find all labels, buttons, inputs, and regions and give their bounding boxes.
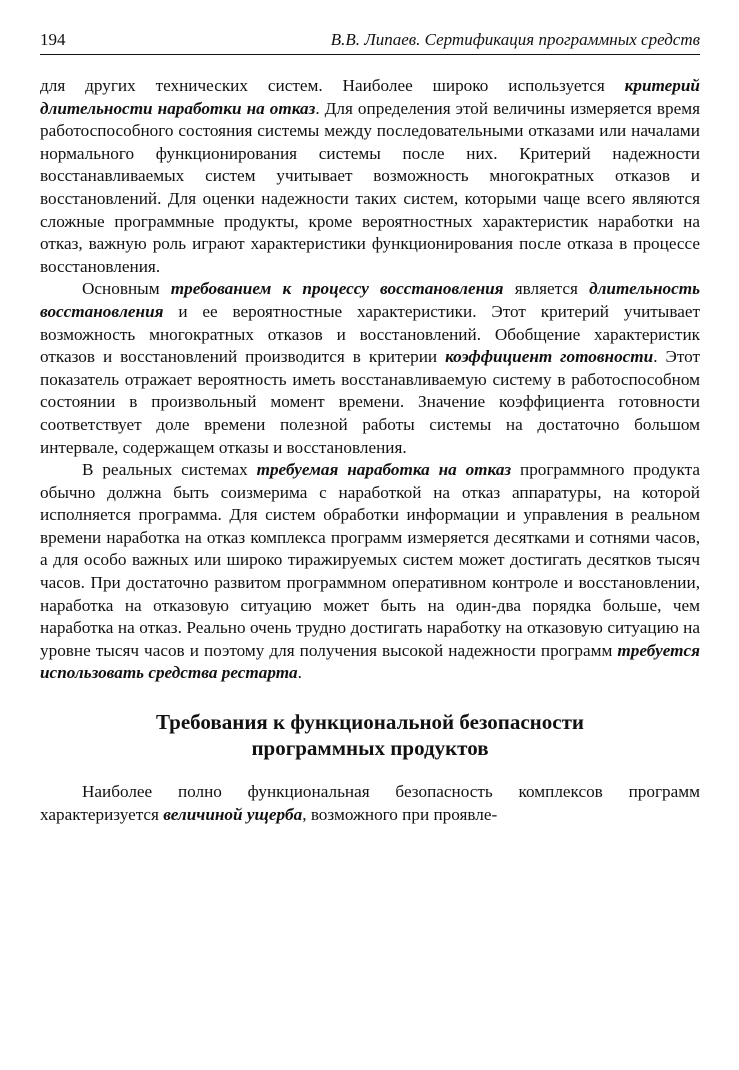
text-run: . [297,663,302,683]
emphasized-term: длительность восстановления [40,279,700,321]
paragraph [40,459,700,685]
text-run: В реальных системах [82,460,257,480]
document-page [40,30,700,826]
section-heading-line-1: Требования к функциональной безопасности [155,710,585,735]
running-title: В.В. Липаев. Сертификация программных средств [330,30,700,49]
section-heading [40,709,700,761]
page-number: 194 [40,30,66,49]
emphasized-term: требуемая наработка на отказ [256,460,512,480]
text-run: Основным [82,279,171,299]
emphasized-term: критерий длительности наработки на отказ [40,76,700,118]
text-run: , возможного при проявле- [302,804,498,824]
emphasized-term: требуется использовать средства рестарта [40,640,700,683]
emphasized-term: коэффициент готовности [445,347,654,367]
text-run: программного продукта обычно должна быть соизмерима с наработкой на отказ аппаратуры, на которой исполняется программа. Для систем обработки информации и управления в реальном времени наработка на отказ комплекса программ измеряется десятками и сотнями часов, а для особо важных или широко тиражируемых систем может достигать десятков тысяч часов. При достаточно развитом программном оперативном контроле и восстановлении, наработка на отказовую ситуацию может быть на один-два порядка больше, чем наработка на отказ. Реально очень трудно достигать наработку на отказовую ситуацию на уровне тысяч часов и поэтому для получения высокой надежности программ [40,460,700,660]
body-text [40,75,700,685]
running-header [40,30,700,55]
text-run: является [503,279,590,299]
text-run: . Для определения этой величины измеряется время работоспособного состояния системы между последовательными отказами или началами нормального функционирования системы после них. Критерий надежности восстанавливаемых систем учитывает возможность многократных отказов и восстановлений. Для оценки надежности таких систем, которыми чаще всего являются сложные программные продукты, кроме вероятностных характеристик наработки на отказ, важную роль играют характеристики функционирования после отказа в процессе восстановления. [40,98,700,276]
emphasized-term: величиной ущерба [163,804,303,824]
text-run: . Этот показатель отражает вероятность иметь восстанавливаемую систему в работоспособном состоянии в произвольный момент времени. Значение коэффициента готовности соответствует доле времени полезной работы системы на достаточно большом интервале, содержащем отказы и восстановления. [40,347,700,457]
emphasized-term: требованием к процессу восстановления [170,279,504,299]
paragraph [40,75,700,278]
paragraph [40,278,700,459]
final-text [40,781,700,826]
paragraph [40,781,700,826]
text-run: и ее вероятностные характеристики. Этот критерий учитывает возможность многократных отказов и восстановлений. Обобщение характеристик отказов и восстановлений производится в критерии [40,301,700,367]
text-run: для других технических систем. Наиболее широко используется [40,76,625,95]
section-heading-line-2: программных продуктов [251,736,489,761]
text-run: Наиболее полно функциональная безопасность комплексов программ характеризуется [40,782,700,824]
